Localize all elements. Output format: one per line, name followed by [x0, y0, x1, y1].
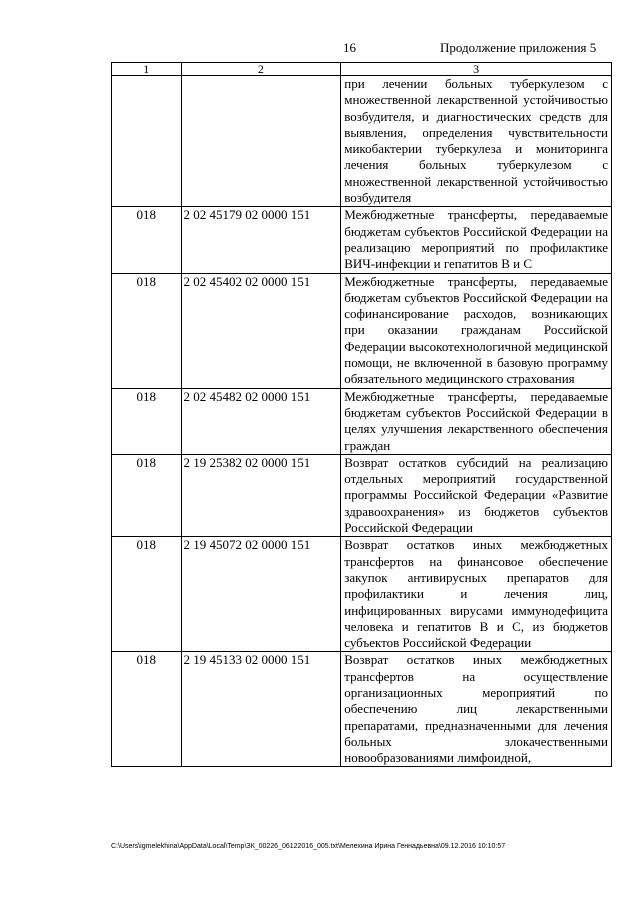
table-row: [112, 273, 612, 388]
table-row: [112, 537, 612, 652]
column-header-3: 3: [341, 63, 612, 76]
column-header-1: 1: [112, 63, 182, 76]
table-header-row: [112, 63, 612, 76]
kbk-cell: 2 02 45482 02 0000 151: [181, 388, 341, 454]
description-cell: Межбюджетные трансферты, передаваемые бюджетам субъектов Российской Федерации на софинансирование расходов, возникающих при оказании гражданам Российской Федерации высокотехнологичной медицинской помощи, не включенной в базовую программу обязательного медицинского страхования: [341, 273, 612, 388]
page-number: 16: [343, 40, 356, 55]
table-row: [112, 454, 612, 536]
kbk-cell: 2 19 25382 02 0000 151: [181, 454, 341, 536]
continuation-label: Продолжение приложения 5: [440, 40, 597, 55]
admin-code-cell: 018: [112, 273, 182, 388]
kbk-cell: [181, 76, 341, 207]
admin-code-cell: [112, 76, 182, 207]
description-cell: Межбюджетные трансферты, передаваемые бюджетам субъектов Российской Федерации на реализацию мероприятий по профилактике ВИЧ-инфекции и гепатитов В и С: [341, 207, 612, 273]
admin-code-cell: 018: [112, 454, 182, 536]
admin-code-cell: 018: [112, 537, 182, 652]
admin-code-cell: 018: [112, 652, 182, 767]
column-header-2: 2: [181, 63, 341, 76]
footer-path: C:\Users\igmelekhina\AppData\Local\Temp\ЗК_00226_06122016_005.txt\Мелехина Ирина Геннадьевна\09.12.2016 10:10:57: [111, 843, 506, 850]
kbk-cell: 2 19 45072 02 0000 151: [181, 537, 341, 652]
table-row: [112, 388, 612, 454]
description-cell: Возврат остатков иных межбюджетных трансфертов на осуществление организационных мероприятий по обеспечению лиц лекарственными препаратами, предназначенными для лечения больных злокачественными новообразованиями лимфоидной,: [341, 652, 612, 767]
description-cell: Возврат остатков субсидий на реализацию отдельных мероприятий государственной программы Российской Федерации «Развитие здравоохранения» из бюджетов субъектов Российской Федерации: [341, 454, 612, 536]
budget-table: [111, 62, 612, 767]
kbk-cell: 2 02 45179 02 0000 151: [181, 207, 341, 273]
table-row: [112, 207, 612, 273]
table-row: [112, 652, 612, 767]
table-row: [112, 76, 612, 207]
kbk-cell: 2 19 45133 02 0000 151: [181, 652, 341, 767]
description-cell: Межбюджетные трансферты, передаваемые бюджетам субъектов Российской Федерации в целях улучшения лекарственного обеспечения граждан: [341, 388, 612, 454]
description-cell: Возврат остатков иных межбюджетных трансфертов на финансовое обеспечение закупок антивирусных препаратов для профилактики и лечения лиц, инфицированных вирусами иммунодефицита человека и гепатитов В и С, из бюджетов субъектов Российской Федерации: [341, 537, 612, 652]
admin-code-cell: 018: [112, 207, 182, 273]
admin-code-cell: 018: [112, 388, 182, 454]
description-cell: при лечении больных туберкулезом с множественной лекарственной устойчивостью возбудителя, и диагностических средств для выявления, определения чувствительности микобактерии туберкулеза и мониторинга лечения больных туберкулезом с множественной лекарственной устойчивостью возбудителя: [341, 76, 612, 207]
kbk-cell: 2 02 45402 02 0000 151: [181, 273, 341, 388]
